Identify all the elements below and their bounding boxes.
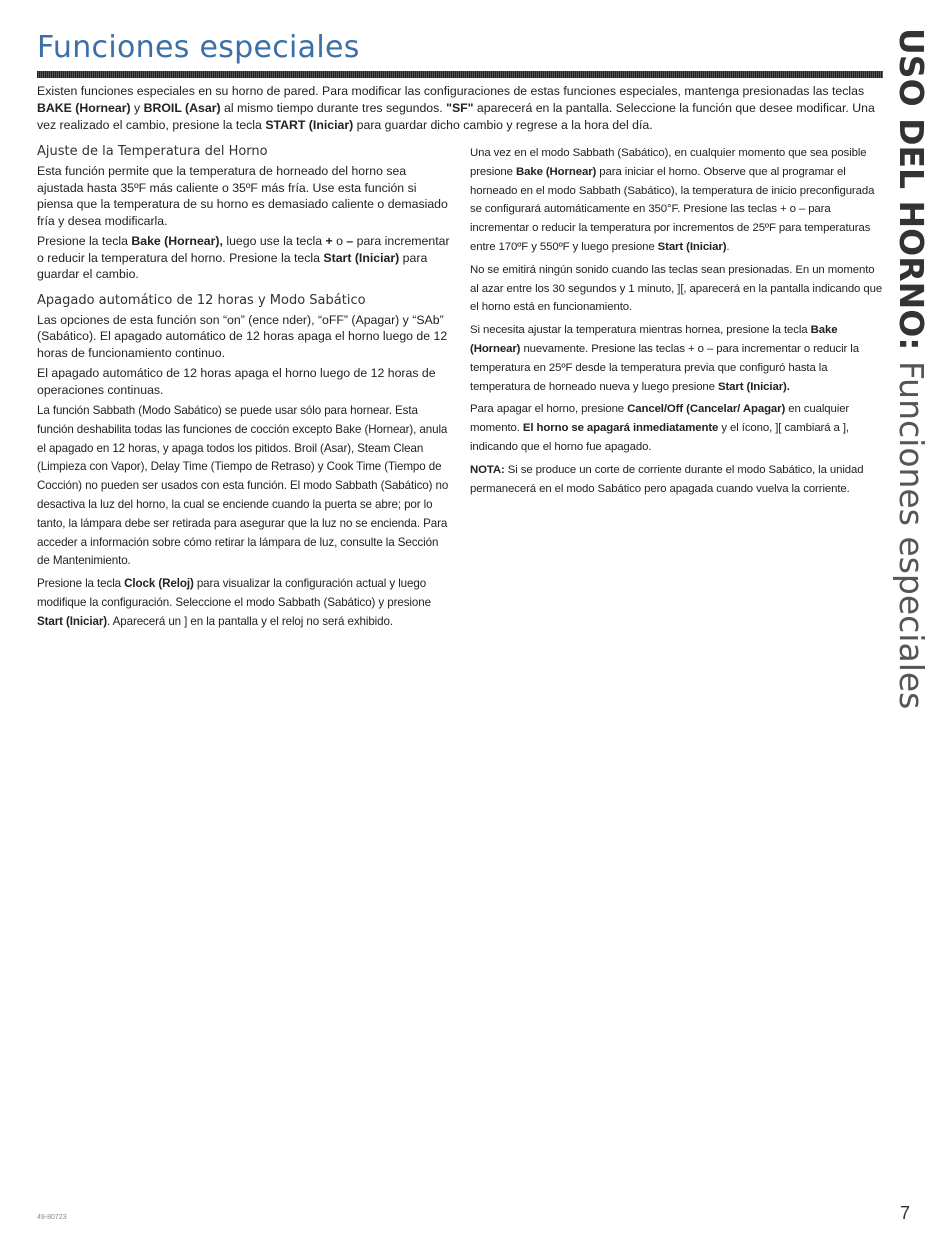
auto-off-heading: Apagado automático de 12 horas y Modo Sabático xyxy=(37,292,366,308)
text: para incrementar o reducir la temperatura del horno. Presione la tecla xyxy=(37,234,450,265)
sabbath-paragraph: La función Sabbath (Modo Sabático) se puede usar sólo para hornear. Esta función deshabilita todas las funciones de cocción excepto Bake (Hornear), anula el apagado en 12 horas, y apaga todos los pitidos. Broil (Asar), Steam Clean (Limpieza con Vapor), Delay Time (Tiempo de Retraso) y Cook Time (Tiempo de Cocción) no pueden ser usados con esta función. El modo Sabbath (Sabático) no desactiva la luz del horno, la cual se enciende cuando la puerta se abre; por lo tanto, la lámpara debe ser retirada para asegurar que la luz no se encienda. Para acceder a información sobre cómo retirar la lámpara de luz, consulte la Sección de Mantenimiento. xyxy=(37,404,449,568)
clock-paragraph xyxy=(37,575,452,631)
clock-key: Clock (Reloj) xyxy=(124,577,194,591)
temp-heading: Ajuste de la Temperatura del Horno xyxy=(37,144,268,159)
start-key: START (Iniciar) xyxy=(265,118,354,132)
auto-paragraph-2: El apagado automático de 12 horas apaga el horno luego de 12 horas de operaciones continuas. xyxy=(37,366,436,397)
side-label-suffix: Funciones especiales xyxy=(892,350,931,710)
page-title: Funciones especiales xyxy=(37,30,360,65)
intro-text: para guardar dicho cambio y regrese a la hora del día. xyxy=(353,118,653,132)
emphasis: El horno se apagará inmediatamente xyxy=(522,422,719,435)
text: luego use la tecla xyxy=(222,234,326,248)
intro-text: Existen funciones especiales en su horno de pared. Para modificar las configuraciones de estas funciones especiales, mantenga presionadas las teclas xyxy=(37,84,865,98)
bake-key: BAKE (Hornear) xyxy=(37,101,131,115)
start-key: Start (Iniciar) xyxy=(37,614,108,628)
left-column xyxy=(37,144,452,636)
text: Presione la tecla xyxy=(37,577,125,591)
cancel-key: Cancel/Off (Cancelar/ Apagar) xyxy=(627,403,786,416)
text: Presione la tecla xyxy=(37,234,132,248)
intro-paragraph xyxy=(37,83,885,134)
auto-paragraph-1: Las opciones de esta función son “on” (ence nder), “oFF” (Apagar) y “SAb” (Sabático). El apagado automático de 12 horas apaga el horno luego de 12 horas de funcionamiento continuo. xyxy=(37,312,448,360)
text: . Aparecerá un ] en la pantalla y el reloj no será exhibido. xyxy=(107,614,393,628)
page-number: 7 xyxy=(900,1203,911,1223)
temp-paragraph-1: Esta función permite que la temperatura de horneado del horno sea ajustada hasta 35ºF más caliente o 35ºF más fría. Use esta función si piensa que la temperatura de su horno es demasiado caliente o demasiado fría y desea modificarla. xyxy=(37,164,448,228)
note-paragraph xyxy=(470,461,885,499)
broil-key: BROIL (Asar) xyxy=(143,101,221,115)
text: en cualquier momento. xyxy=(470,403,850,435)
turn-off-paragraph xyxy=(470,400,885,456)
right-column xyxy=(470,144,885,502)
intro-text: y xyxy=(130,101,144,115)
text: y el ícono, ][ cambiará a ], indicando que el horno fue apagado. xyxy=(470,422,849,453)
bake-key: Bake (Hornear) xyxy=(470,324,838,355)
text: Para apagar el horno, presione xyxy=(470,403,628,416)
start-key: Start (Iniciar). xyxy=(717,380,790,393)
text: o xyxy=(332,234,347,248)
start-key: Start (Iniciar) xyxy=(323,250,400,265)
no-sound-paragraph: No se emitirá ningún sonido cuando las teclas sean presionadas. En un momento al azar entre los 30 segundos y 1 minuto, ][, aparecerá en la pantalla indicando que el horno está en funcionamiento. xyxy=(470,263,883,314)
adjust-temp-paragraph xyxy=(470,321,885,396)
sabbath-bake-paragraph xyxy=(470,144,885,257)
temp-paragraph-2 xyxy=(37,233,452,283)
text: Una vez en el modo Sabbath (Sabático), en cualquier momento que sea posible presione xyxy=(470,147,867,178)
minus-key: – xyxy=(346,234,354,248)
title-rule xyxy=(37,71,883,78)
text: para visualizar la configuración actual y luego modifique la configuración. Seleccione el modo Sabbath (Sabático) y presione xyxy=(37,577,431,609)
text: Si necesita ajustar la temperatura mientras hornea, presione la tecla xyxy=(470,324,811,337)
bake-key: Bake (Hornear) xyxy=(515,165,597,178)
plus-key: + xyxy=(325,234,333,248)
text: para guardar el cambio. xyxy=(37,250,428,281)
document-code: 49-80723 xyxy=(37,1214,67,1221)
text: . xyxy=(726,240,730,253)
text: nuevamente. Presione las teclas + o – para incrementar o reducir la temperatura en 25ºF desde la temperatura previa que configuró hasta la temperatura de horneado nueva y luego presione xyxy=(470,342,859,393)
side-section-label xyxy=(892,28,931,709)
side-label-prefix: USO DEL HORNO: xyxy=(892,28,931,351)
sf-code: "SF" xyxy=(446,101,474,115)
bake-key: Bake (Hornear), xyxy=(131,234,223,248)
text: para iniciar el horno. Observe que al programar el horneado en el modo Sabbath (Sabático), la temperatura de inicio preconfigurada se configurará automáticamente en 350°F. Presione las teclas + o – para incrementar o reducir la temperatura por incrementos de 25ºF para temperaturas entre 170ºF y 550ºF y luego presione xyxy=(470,165,875,253)
note-label: NOTA: xyxy=(470,463,505,476)
intro-text: al mismo tiempo durante tres segundos. xyxy=(220,101,447,115)
text: Si se produce un corte de corriente durante el modo Sabático, la unidad permanecerá en el modo Sabático pero apagada cuando vuelva la corriente. xyxy=(470,463,864,495)
intro-text: aparecerá en la pantalla. Seleccione la función que desee modificar. Una vez realizado el cambio, presione la tecla xyxy=(37,101,875,132)
start-key: Start (Iniciar) xyxy=(657,240,727,253)
